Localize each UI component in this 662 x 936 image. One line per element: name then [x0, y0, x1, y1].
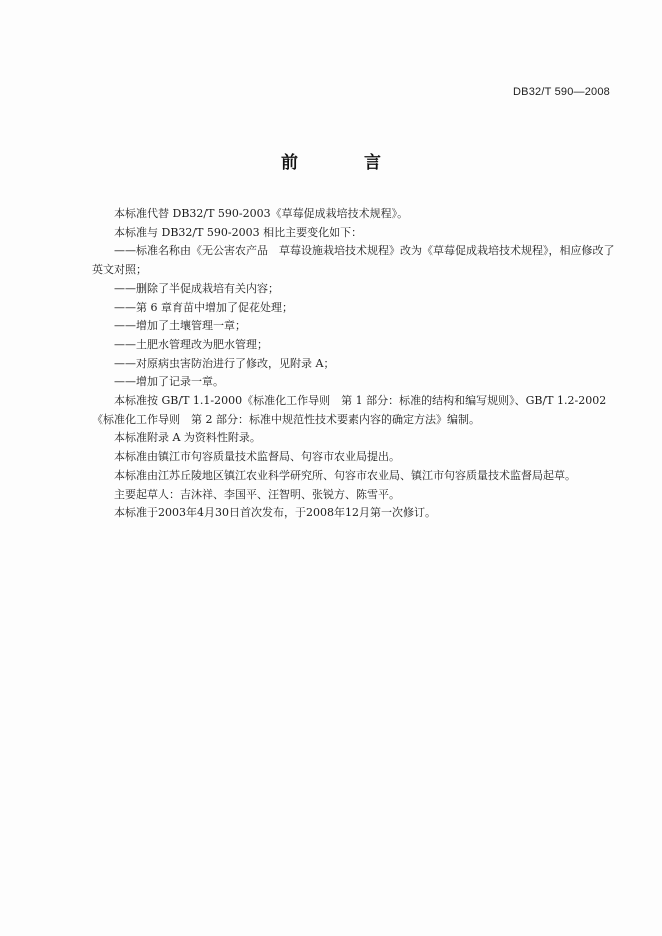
foreword-body [92, 205, 618, 523]
paragraph-drafters: 主要起草人：吉沐祥、李国平、汪智明、张锐方、陈雪平。 [114, 487, 400, 501]
paragraph-appendix: 本标准附录 A 为资料性附录。 [114, 431, 261, 445]
paragraph-drafting-rules: 本标准按 GB/T 1.1-2000《标准化工作导则 第 1 部分：标准的结构和编写规则》、GB/T 1.2-2002《标准化工作导则 第 2 部分：标准中规范性技术要素内容的确定方法》编制。 [92, 394, 607, 426]
page-title: 前 言 [281, 153, 411, 173]
change-item-seedling: ——第 6 章育苗中增加了促花处理； [114, 300, 293, 314]
paragraph-replaces: 本标准代替 DB32/T 590-2003《草莓促成栽培技术规程》。 [114, 207, 409, 220]
change-item-fertilizer: ——土肥水管理改为肥水管理； [114, 337, 268, 351]
paragraph-drafted-by: 本标准由江苏丘陵地区镇江农业科学研究所、句容市农业局、镇江市句容质量技术监督局起草。 [114, 468, 576, 482]
paragraph-changes-intro: 本标准与 DB32/T 590-2003 相比主要变化如下： [114, 225, 363, 239]
change-item-soil: ——增加了土壤管理一章； [114, 319, 246, 333]
paragraph-proposed-by: 本标准由镇江市句容质量技术监督局、句容市农业局提出。 [114, 450, 400, 464]
change-item-pest: ——对原病虫害防治进行了修改，见附录 A； [114, 356, 335, 370]
change-item-name: ——标准名称由《无公害农产品 草莓设施栽培技术规程》改为《草莓促成栽培技术规程》，相应修改了英文对照； [92, 244, 615, 277]
paragraph-publication: 本标准于2003年4月30日首次发布，于2008年12月第一次修订。 [114, 506, 436, 520]
document-code: DB32/T 590—2008 [513, 86, 610, 98]
change-item-delete: ——删除了半促成栽培有关内容； [114, 281, 279, 295]
change-item-record: ——增加了记录一章。 [114, 375, 224, 389]
